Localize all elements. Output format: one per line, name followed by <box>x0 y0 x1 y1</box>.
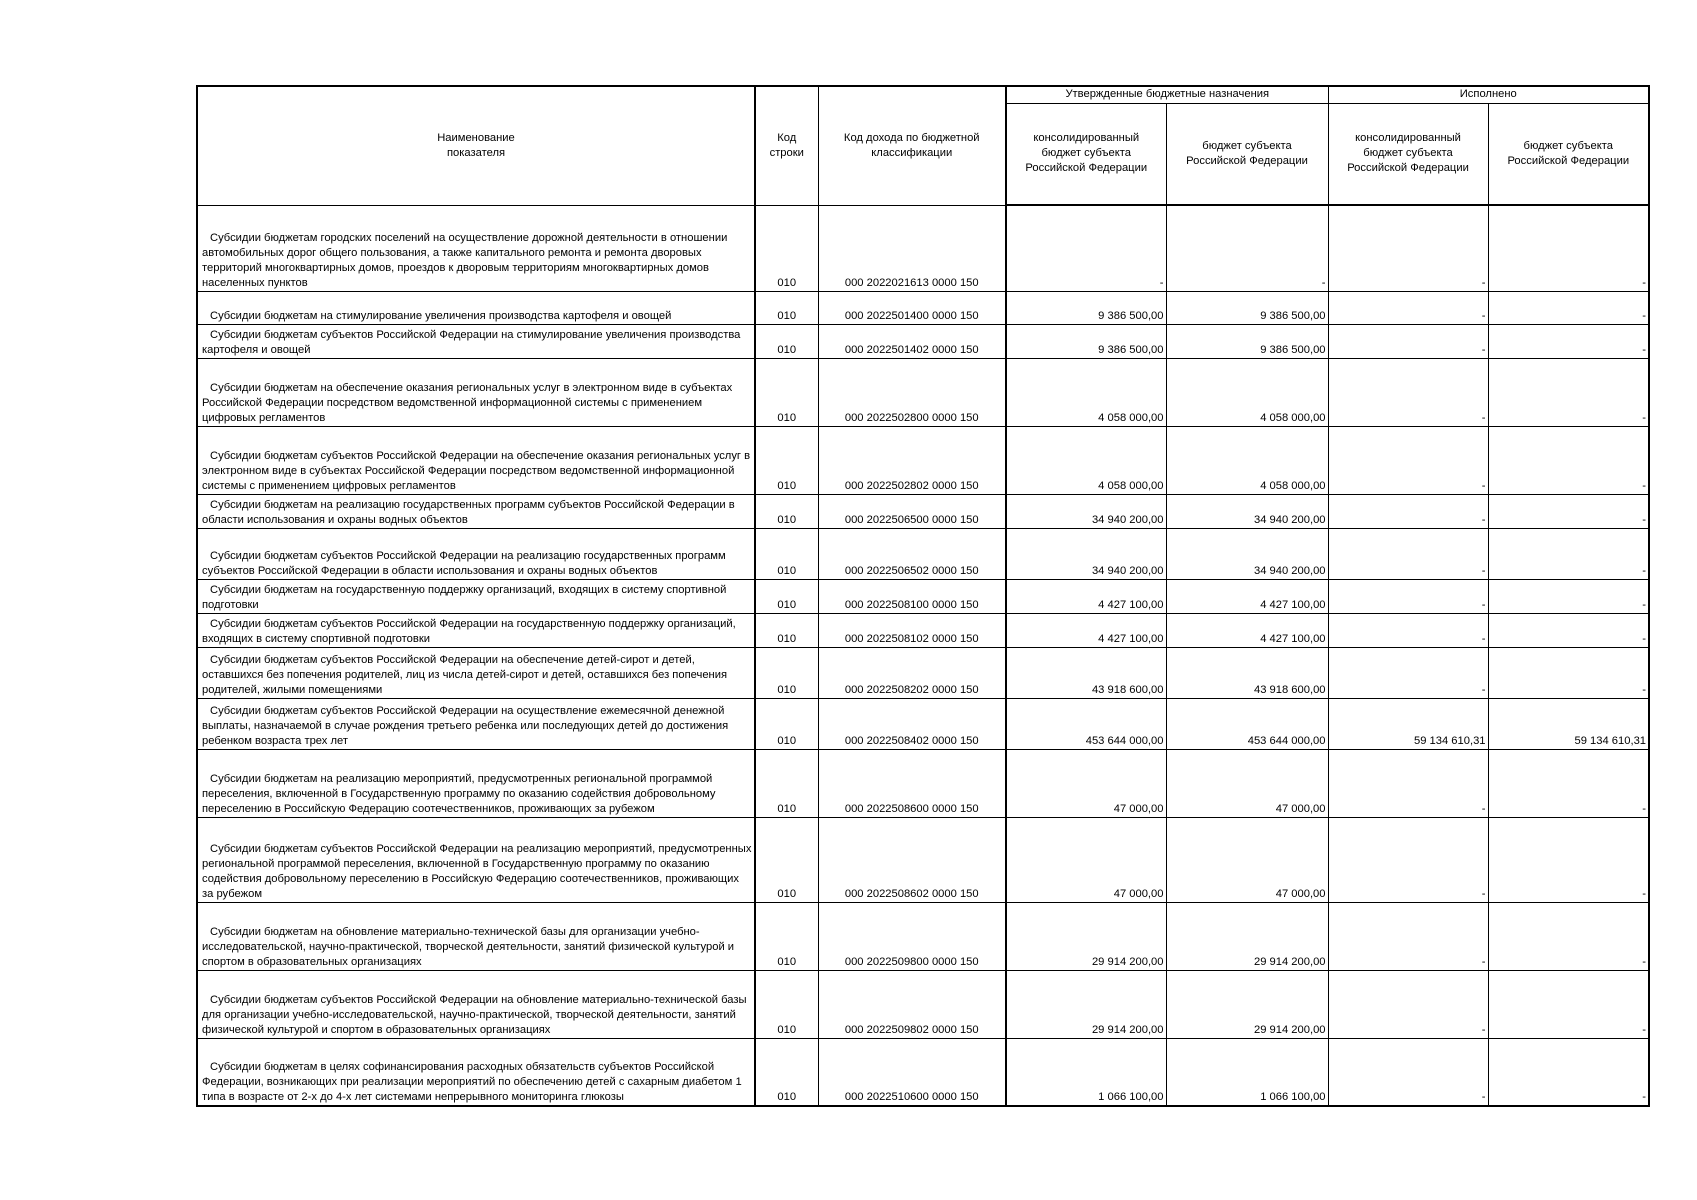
row-approved-consolidated: 4 427 100,00 <box>1006 613 1166 647</box>
row-line-code: 010 <box>755 291 818 324</box>
row-executed-consolidated: - <box>1328 1038 1488 1106</box>
row-income-code: 000 2022510600 0000 150 <box>818 1038 1006 1106</box>
header-income-code: Код дохода по бюджетной классификации <box>818 86 1006 205</box>
row-executed-subject: 59 134 610,31 <box>1488 698 1649 749</box>
row-income-code: 000 2022508100 0000 150 <box>818 579 1006 613</box>
table-row <box>197 358 1649 426</box>
row-approved-subject: 4 058 000,00 <box>1166 426 1328 494</box>
row-name: Субсидии бюджетам субъектов Российской Федерации на реализацию государственных программ субъектов Российской Федерации в области использования и охраны водных объектов <box>197 528 755 579</box>
row-approved-subject: 1 066 100,00 <box>1166 1038 1328 1106</box>
row-income-code: 000 2022508402 0000 150 <box>818 698 1006 749</box>
table-row <box>197 749 1649 817</box>
row-name: Субсидии бюджетам в целях софинансирования расходных обязательств субъектов Российской Федерации, возникающих при реализации мероприятий по обеспечению детей с сахарным диабетом 1 типа в возрасте от 2-х до 4-х лет системами непрерывного мониторинга глюкозы <box>197 1038 755 1106</box>
header-approved-group: Утвержденные бюджетные назначения <box>1006 86 1328 103</box>
row-executed-consolidated: - <box>1328 749 1488 817</box>
table-row <box>197 970 1649 1038</box>
row-approved-consolidated: 29 914 200,00 <box>1006 902 1166 970</box>
row-line-code: 010 <box>755 902 818 970</box>
row-name: Субсидии бюджетам на государственную поддержку организаций, входящих в систему спортивной подготовки <box>197 579 755 613</box>
row-executed-consolidated: - <box>1328 358 1488 426</box>
row-executed-consolidated: 59 134 610,31 <box>1328 698 1488 749</box>
table-row <box>197 1038 1649 1106</box>
row-executed-subject: - <box>1488 324 1649 358</box>
table-row <box>197 579 1649 613</box>
row-line-code: 010 <box>755 647 818 698</box>
row-approved-consolidated: 9 386 500,00 <box>1006 324 1166 358</box>
table-body <box>197 205 1649 1106</box>
row-line-code: 010 <box>755 579 818 613</box>
row-executed-consolidated: - <box>1328 613 1488 647</box>
table-row <box>197 902 1649 970</box>
row-executed-subject: - <box>1488 902 1649 970</box>
row-executed-consolidated: - <box>1328 579 1488 613</box>
row-line-code: 010 <box>755 358 818 426</box>
row-approved-consolidated: 4 427 100,00 <box>1006 579 1166 613</box>
row-name: Субсидии бюджетам субъектов Российской Федерации на осуществление ежемесячной денежной выплаты, назначаемой в случае рождения третьего ребенка или последующих детей до достижения ребенком возраста трех лет <box>197 698 755 749</box>
row-approved-subject: 29 914 200,00 <box>1166 970 1328 1038</box>
row-approved-consolidated: 1 066 100,00 <box>1006 1038 1166 1106</box>
row-approved-subject: 4 427 100,00 <box>1166 613 1328 647</box>
row-line-code: 010 <box>755 494 818 528</box>
table-row <box>197 291 1649 324</box>
row-approved-subject: 29 914 200,00 <box>1166 902 1328 970</box>
row-income-code: 000 2022508202 0000 150 <box>818 647 1006 698</box>
row-name: Субсидии бюджетам на реализацию государственных программ субъектов Российской Федерации в области использования и охраны водных объектов <box>197 494 755 528</box>
row-name: Субсидии бюджетам субъектов Российской Федерации на реализацию мероприятий, предусмотренных региональной программой переселения, включенной в Государственную программу по оказанию содействия добровольному переселению в Российскую Федерацию соотечественников, проживающих за рубежом <box>197 817 755 902</box>
row-income-code: 000 2022509800 0000 150 <box>818 902 1006 970</box>
header-executed-group: Исполнено <box>1328 86 1649 103</box>
row-executed-subject: - <box>1488 579 1649 613</box>
row-name: Субсидии бюджетам субъектов Российской Федерации на обеспечение детей-сирот и детей, оставшихся без попечения родителей, лиц из числа детей-сирот и детей, оставшихся без попечения родителей, жилыми помещениями <box>197 647 755 698</box>
row-approved-subject: 47 000,00 <box>1166 817 1328 902</box>
row-executed-subject: - <box>1488 291 1649 324</box>
row-executed-subject: - <box>1488 647 1649 698</box>
row-line-code: 010 <box>755 698 818 749</box>
row-executed-consolidated: - <box>1328 494 1488 528</box>
row-income-code: 000 2022501402 0000 150 <box>818 324 1006 358</box>
row-executed-subject: - <box>1488 494 1649 528</box>
row-executed-subject: - <box>1488 426 1649 494</box>
row-income-code: 000 2022021613 0000 150 <box>818 205 1006 291</box>
row-approved-consolidated: 4 058 000,00 <box>1006 426 1166 494</box>
row-executed-subject: - <box>1488 1038 1649 1106</box>
table-row <box>197 324 1649 358</box>
row-income-code: 000 2022508102 0000 150 <box>818 613 1006 647</box>
row-approved-consolidated: 34 940 200,00 <box>1006 494 1166 528</box>
row-executed-consolidated: - <box>1328 426 1488 494</box>
row-approved-subject: 47 000,00 <box>1166 749 1328 817</box>
row-executed-consolidated: - <box>1328 817 1488 902</box>
table-row <box>197 698 1649 749</box>
row-executed-consolidated: - <box>1328 324 1488 358</box>
row-name: Субсидии бюджетам на стимулирование увеличения производства картофеля и овощей <box>197 291 755 324</box>
row-line-code: 010 <box>755 324 818 358</box>
table-row <box>197 613 1649 647</box>
row-approved-subject: 43 918 600,00 <box>1166 647 1328 698</box>
row-approved-consolidated: - <box>1006 205 1166 291</box>
row-income-code: 000 2022506502 0000 150 <box>818 528 1006 579</box>
row-approved-consolidated: 453 644 000,00 <box>1006 698 1166 749</box>
row-approved-consolidated: 9 386 500,00 <box>1006 291 1166 324</box>
row-income-code: 000 2022508600 0000 150 <box>818 749 1006 817</box>
table-row <box>197 817 1649 902</box>
table-row <box>197 528 1649 579</box>
row-line-code: 010 <box>755 528 818 579</box>
row-approved-subject: 453 644 000,00 <box>1166 698 1328 749</box>
row-line-code: 010 <box>755 749 818 817</box>
row-name: Субсидии бюджетам субъектов Российской Федерации на государственную поддержку организаций, входящих в систему спортивной подготовки <box>197 613 755 647</box>
row-executed-consolidated: - <box>1328 291 1488 324</box>
row-income-code: 000 2022506500 0000 150 <box>818 494 1006 528</box>
header-approved-subject: бюджет субъекта Российской Федерации <box>1166 103 1328 205</box>
row-name: Субсидии бюджетам субъектов Российской Федерации на обеспечение оказания региональных услуг в электронном виде в субъектах Российской Федерации посредством ведомственной информационной системы с применением цифровых регламентов <box>197 426 755 494</box>
row-income-code: 000 2022509802 0000 150 <box>818 970 1006 1038</box>
row-executed-subject: - <box>1488 817 1649 902</box>
row-income-code: 000 2022508602 0000 150 <box>818 817 1006 902</box>
row-line-code: 010 <box>755 1038 818 1106</box>
row-executed-subject: - <box>1488 358 1649 426</box>
row-name: Субсидии бюджетам городских поселений на осуществление дорожной деятельности в отношении автомобильных дорог общего пользования, а также капитального ремонта и ремонта дворовых территорий многоквартирных домов, проездов к дворовым территориям многоквартирных домов населенных пунктов <box>197 205 755 291</box>
row-line-code: 010 <box>755 817 818 902</box>
header-approved-consolidated: консолидированный бюджет субъекта Российской Федерации <box>1006 103 1166 205</box>
row-executed-subject: - <box>1488 749 1649 817</box>
row-approved-subject: 34 940 200,00 <box>1166 494 1328 528</box>
row-approved-consolidated: 4 058 000,00 <box>1006 358 1166 426</box>
row-name: Субсидии бюджетам на обеспечение оказания региональных услуг в электронном виде в субъектах Российской Федерации посредством ведомственной информационной системы с применением цифровых регламентов <box>197 358 755 426</box>
row-approved-subject: 9 386 500,00 <box>1166 324 1328 358</box>
row-name: Субсидии бюджетам на обновление материально-технической базы для организации учебно-исследовательской, научно-практической, творческой деятельности, занятий физической культурой и спортом в образовательных организациях <box>197 902 755 970</box>
row-approved-consolidated: 29 914 200,00 <box>1006 970 1166 1038</box>
header-executed-subject: бюджет субъекта Российской Федерации <box>1488 103 1649 205</box>
row-approved-subject: 4 427 100,00 <box>1166 579 1328 613</box>
row-executed-consolidated: - <box>1328 647 1488 698</box>
row-executed-subject: - <box>1488 970 1649 1038</box>
row-executed-subject: - <box>1488 528 1649 579</box>
row-executed-consolidated: - <box>1328 902 1488 970</box>
row-name: Субсидии бюджетам субъектов Российской Федерации на стимулирование увеличения производства картофеля и овощей <box>197 324 755 358</box>
row-approved-consolidated: 47 000,00 <box>1006 749 1166 817</box>
row-income-code: 000 2022501400 0000 150 <box>818 291 1006 324</box>
row-executed-subject: - <box>1488 613 1649 647</box>
row-name: Субсидии бюджетам на реализацию мероприятий, предусмотренных региональной программой переселения, включенной в Государственную программу по оказанию содействия добровольному переселению в Российскую Федерацию соотечественников, проживающих за рубежом <box>197 749 755 817</box>
row-approved-consolidated: 34 940 200,00 <box>1006 528 1166 579</box>
row-approved-subject: 34 940 200,00 <box>1166 528 1328 579</box>
row-line-code: 010 <box>755 613 818 647</box>
row-approved-subject: 9 386 500,00 <box>1166 291 1328 324</box>
row-income-code: 000 2022502800 0000 150 <box>818 358 1006 426</box>
row-income-code: 000 2022502802 0000 150 <box>818 426 1006 494</box>
header-executed-consolidated: консолидированный бюджет субъекта Российской Федерации <box>1328 103 1488 205</box>
table-row <box>197 494 1649 528</box>
row-approved-consolidated: 43 918 600,00 <box>1006 647 1166 698</box>
row-line-code: 010 <box>755 205 818 291</box>
row-name: Субсидии бюджетам субъектов Российской Федерации на обновление материально-технической базы для организации учебно-исследовательской, научно-практической, творческой деятельности, занятий физической культурой и спортом в образовательных организациях <box>197 970 755 1038</box>
header-line-code: Код строки <box>755 86 818 205</box>
table-row <box>197 205 1649 291</box>
row-executed-consolidated: - <box>1328 205 1488 291</box>
table-row <box>197 426 1649 494</box>
row-executed-consolidated: - <box>1328 528 1488 579</box>
row-approved-subject: - <box>1166 205 1328 291</box>
table-row <box>197 647 1649 698</box>
row-approved-subject: 4 058 000,00 <box>1166 358 1328 426</box>
row-line-code: 010 <box>755 426 818 494</box>
row-approved-consolidated: 47 000,00 <box>1006 817 1166 902</box>
budget-execution-table <box>196 85 1650 1107</box>
row-line-code: 010 <box>755 970 818 1038</box>
header-name: Наименование показателя <box>197 86 755 205</box>
row-executed-consolidated: - <box>1328 970 1488 1038</box>
row-executed-subject: - <box>1488 205 1649 291</box>
